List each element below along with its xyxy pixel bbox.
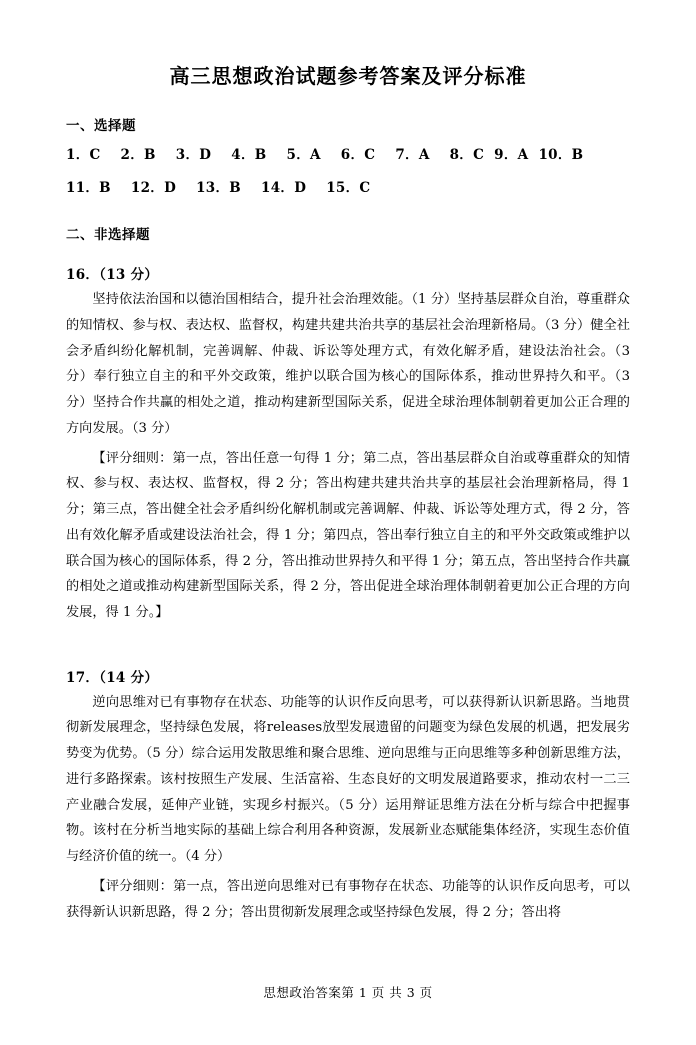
section-heading-choice: 一、选择题 [66, 118, 136, 134]
choice-answer-6: 6．C [340, 147, 376, 163]
choice-answer-9: 9．A [494, 147, 529, 163]
choice-answer-14: 14．D [261, 179, 307, 196]
choice-answer-15: 15．C [326, 179, 371, 196]
page-footer: 思想政治答案第 1 页 共 3 页 [263, 985, 433, 1000]
choice-answer-1: 1．C [66, 147, 101, 163]
question-16-answer: 坚持依法治国和以德治国相结合，提升社会治理效能。（1 分）坚持基层群众自治，尊重群众的知情权、参与权、表达权、监督权，构建共建共治共享的基层社会治理新格局。（3 分）健全社会矛盾纠纷化解机制，完善调解、仲裁、诉讼等处理方式，有效化解矛盾，建设法治社会。（3 分）奉行独立自主的和平外交政策，维护以联合国为核心的国际体系，推动世界持久和平。（3 分）坚持合作共赢的相处之道，推动构建新型国际关系，促进全球治理体制朝着更加公正合理的方向发展。（3 分） [66, 292, 630, 436]
choice-answer-3: 3．D [175, 147, 212, 163]
choice-answer-4: 4．B [231, 147, 267, 163]
choice-answer-12: 12．D [130, 179, 177, 196]
choice-answer-row-1 [66, 145, 630, 167]
choice-answer-8: 8．C [449, 147, 485, 163]
page-title: 高三思想政治试题参考答案及评分标准 [169, 64, 527, 88]
choice-answer-5: 5．A [286, 147, 321, 163]
choice-answer-13: 13．B [196, 179, 242, 196]
document-page [0, 62, 696, 1045]
choice-answer-7: 7．A [395, 147, 430, 163]
question-17-answer: 逆向思维对已有事物存在状态、功能等的认识作反向思考，可以获得新认识新思路。当地贯彻新发展理念，坚持绿色发展，将releases放型发展遗留的问题变为绿色发展的机遇，把发展劣势变为优势。（5 分）综合运用发散思维和聚合思维、逆向思维与正向思维等多种创新思维方法，进行多路探索。该村按照生产发展、生活富裕、生态良好的文明发展道路要求，推动农村一二三产业融合发展，延伸产业链，实现乡村振兴。（5 分）运用辩证思维方法在分析与综合中把握事物。该村在分析当地实际的基础上综合利用各种资源，发展新业态赋能集体经济，实现生态价值与经济价值的统一。（4 分） [66, 694, 630, 865]
question-17-criteria: 【评分细则：第一点，答出逆向思维对已有事物存在状态、功能等的认识作反向思考，可以获得新认识新思路，得 2 分；答出贯彻新发展理念或坚持绿色发展，得 2 分；答出将 [66, 878, 630, 920]
question-16-heading: 16．（13 分） [66, 267, 159, 284]
section-heading-nonchoice: 二、非选择题 [66, 227, 150, 244]
choice-answer-11: 11．B [66, 179, 111, 196]
choice-answer-10: 10．B [538, 147, 584, 163]
question-16-criteria: 【评分细则：第一点，答出任意一句得 1 分；第二点，答出基层群众自治或尊重群众的知情权、参与权、表达权、监督权，得 2 分；答出构建共建共治共享的基层社会治理新格局，得 1 分；第三点，答出健全社会矛盾纠纷化解机制或完善调解、仲裁、诉讼等处理方式，得 2 分，答出有效化解矛盾或建设法治社会，得 1 分；第四点，答出奉行独立自主的和平外交政策或维护以联合国为核心的国际体系，得 2 分，答出推动世界持久和平得 1 分；第五点，答出坚持合作共赢的相处之道或推动构建新型国际关系，得 2 分，答出促进全球治理体制朝着更加公正合理的方向发展，得 1 分。】 [66, 450, 630, 620]
question-17-heading: 17．（14 分） [66, 669, 159, 686]
choice-answer-row-2 [66, 178, 630, 200]
choice-answer-2: 2．B [120, 147, 156, 163]
